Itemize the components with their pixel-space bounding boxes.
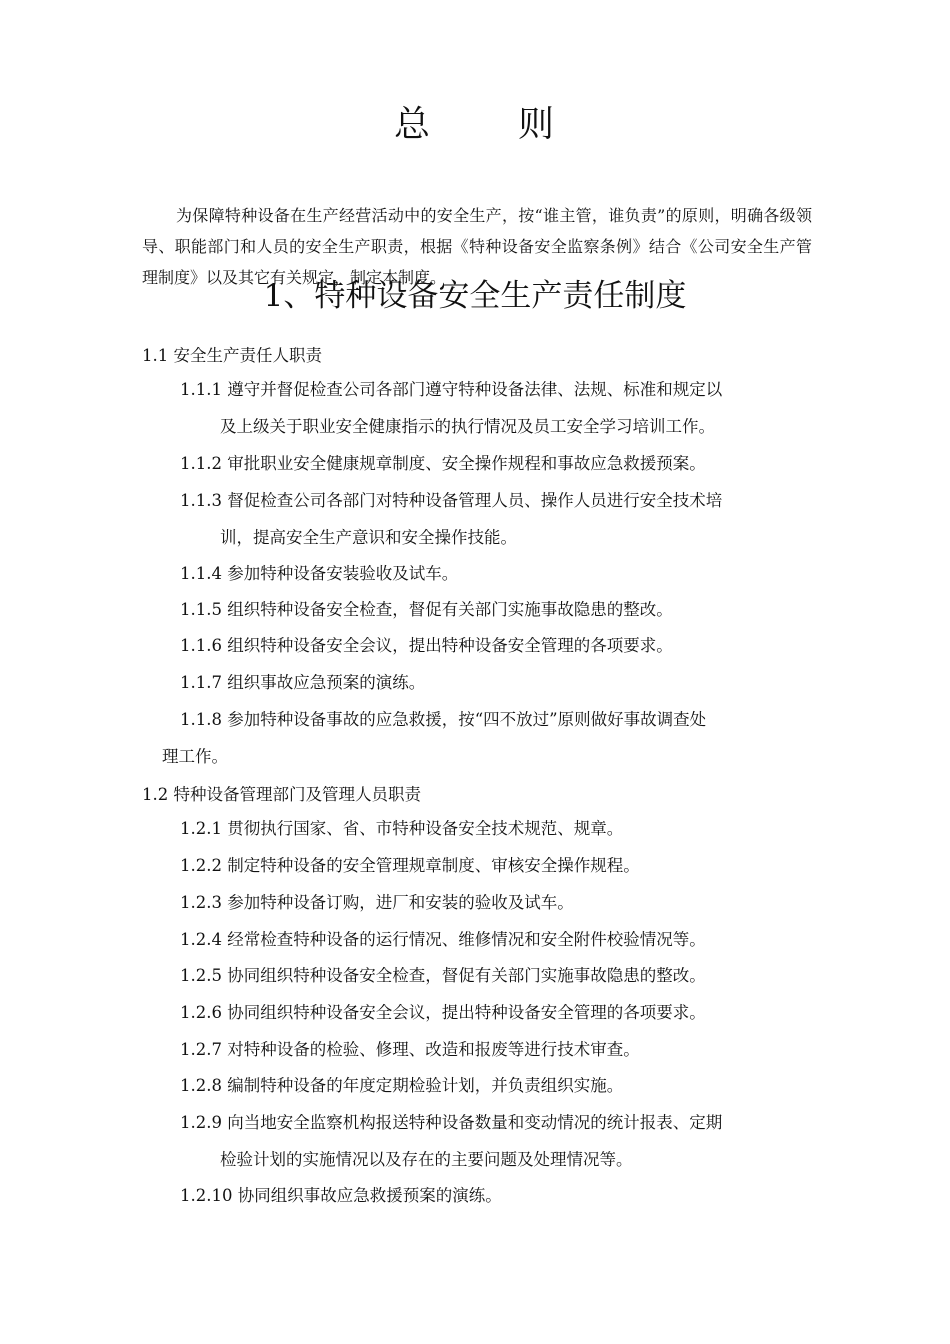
item-text: 1.2.6 协同组织特种设备安全会议，提出特种设备安全管理的各项要求。 <box>180 1003 706 1022</box>
list-item <box>180 1067 810 1104</box>
item-text: 1.2.10 协同组织事故应急救援预案的演练。 <box>180 1186 502 1205</box>
item-text: 1.1.2 审批职业安全健康规章制度、安全操作规程和事故应急救援预案。 <box>180 454 706 473</box>
item-text: 1.1.5 组织特种设备安全检查，督促有关部门实施事故隐患的整改。 <box>180 600 673 619</box>
section-heading: 1.1 安全生产责任人职责 <box>142 346 322 365</box>
item-text: 1.2.3 参加特种设备订购，进厂和安装的验收及试车。 <box>180 893 574 912</box>
page-title <box>0 96 950 147</box>
list-item <box>180 810 810 847</box>
list-item <box>180 445 810 482</box>
item-text: 1.1.3 督促检查公司各部门对特种设备管理人员、操作人员进行安全技术培 <box>180 491 723 510</box>
title-part-2: 则 <box>518 104 557 145</box>
list-item <box>180 921 810 958</box>
item-text: 1.2.7 对特种设备的检验、修理、改造和报废等进行技术审查。 <box>180 1040 640 1059</box>
item-continuation: 训，提高安全生产意识和安全操作技能。 <box>220 528 517 547</box>
item-text: 1.1.8 参加特种设备事故的应急救援，按“四不放过”原则做好事故调查处 <box>180 710 707 729</box>
list-item <box>180 1031 810 1068</box>
item-text: 1.1.4 参加特种设备安装验收及试车。 <box>180 564 459 583</box>
list-item <box>180 664 810 701</box>
list-item <box>180 1177 810 1214</box>
item-text: 1.2.5 协同组织特种设备安全检查，督促有关部门实施事故隐患的整改。 <box>180 966 706 985</box>
chapter-title: 1、特种设备安全生产责任制度 <box>263 278 687 314</box>
list-item <box>180 1104 810 1178</box>
list-item <box>180 994 810 1031</box>
list-item <box>180 371 810 445</box>
list-item <box>180 555 810 592</box>
item-text: 1.1.1 遵守并督促检查公司各部门遵守特种设备法律、法规、标准和规定以 <box>180 380 723 399</box>
list-item <box>180 884 810 921</box>
item-text: 1.1.7 组织事故应急预案的演练。 <box>180 673 426 692</box>
item-text: 1.2.1 贯彻执行国家、省、市特种设备安全技术规范、规章。 <box>180 819 624 838</box>
title-part-1: 总 <box>393 104 432 145</box>
item-text: 1.2.4 经常检查特种设备的运行情况、维修情况和安全附件校验情况等。 <box>180 930 706 949</box>
list-item <box>180 591 810 628</box>
item-text: 1.2.2 制定特种设备的安全管理规章制度、审核安全操作规程。 <box>180 856 640 875</box>
item-continuation: 及上级关于职业安全健康指示的执行情况及员工安全学习培训工作。 <box>220 417 715 436</box>
list-item <box>162 701 810 775</box>
item-text: 1.1.6 组织特种设备安全会议，提出特种设备安全管理的各项要求。 <box>180 636 673 655</box>
item-continuation: 检验计划的实施情况以及存在的主要问题及处理情况等。 <box>220 1150 633 1169</box>
list-item <box>180 957 810 994</box>
item-text: 1.2.8 编制特种设备的年度定期检验计划，并负责组织实施。 <box>180 1076 624 1095</box>
item-continuation: 理工作。 <box>162 747 228 766</box>
list-item <box>180 847 810 884</box>
list-item <box>180 482 810 556</box>
list-item <box>180 627 810 664</box>
section-heading: 1.2 特种设备管理部门及管理人员职责 <box>142 785 421 804</box>
item-text: 1.2.9 向当地安全监察机构报送特种设备数量和变动情况的统计报表、定期 <box>180 1113 723 1132</box>
intro-paragraph: 为保障特种设备在生产经营活动中的安全生产，按“谁主管，谁负责”的原则，明确各级领导、职能部门和人员的安全生产职责，根据《特种设备安全监察条例》结合《公司安全生产管理制度》以及其它有关规定，制定本制度。 <box>142 206 812 287</box>
